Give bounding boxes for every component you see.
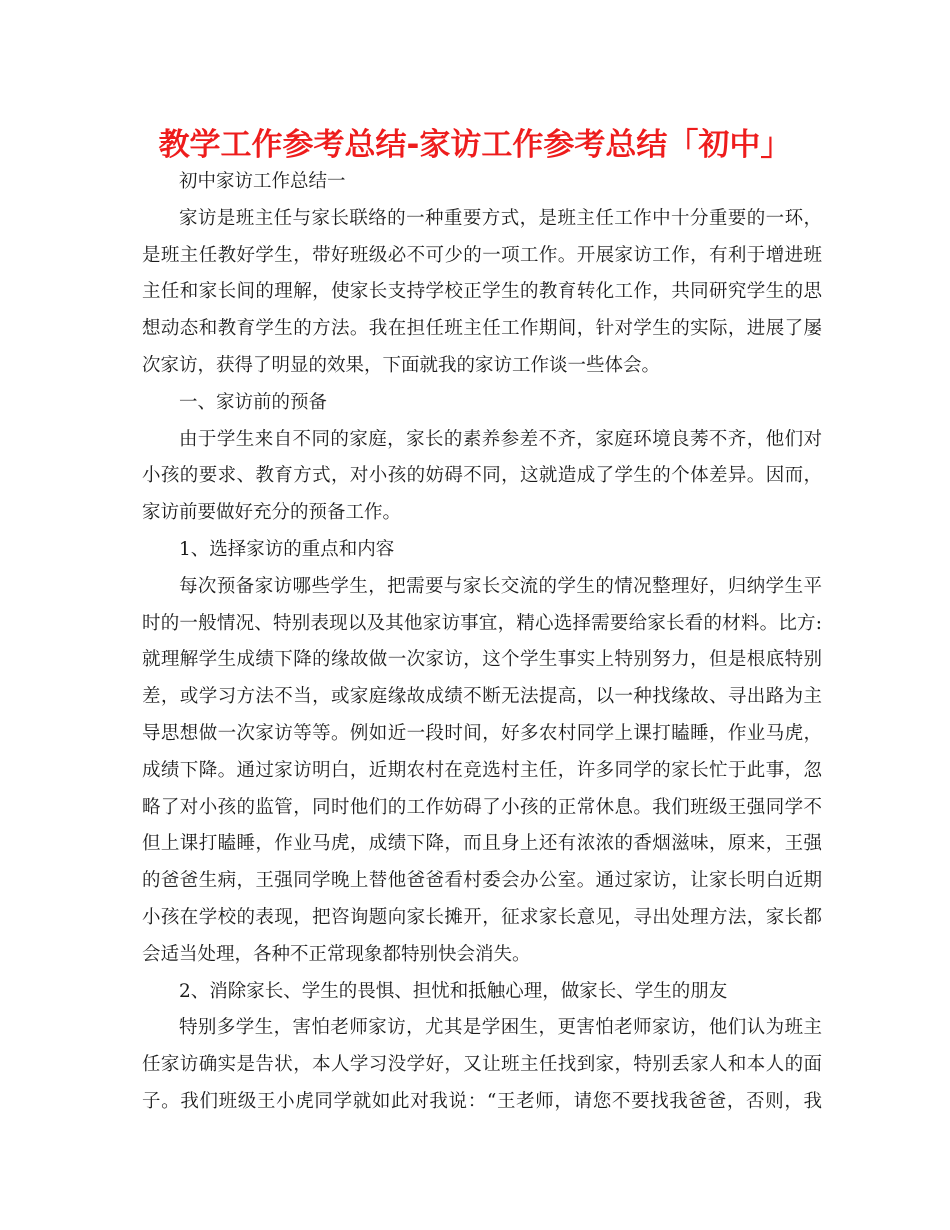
text-line: 家访前要做好充分的预备工作。 (142, 502, 402, 524)
text-line: 次家访，获得了明显的效果，下面就我的家访工作谈一些体会。 (142, 354, 661, 376)
text-line: 但上课打瞌睡，作业马虎，成绩下降，而且身上还有浓浓的香烟滋味，原来，王强 (142, 833, 822, 855)
text-line: 就理解学生成绩下降的缘故做一次家访，这个学生事实上特别努力，但是根底特别 (142, 649, 822, 671)
text-line: 1、选择家访的重点和内容 (179, 538, 395, 560)
text-line: 成绩下降。通过家访明白，近期农村在竞选村主任，许多同学的家长忙于此事，忽 (142, 759, 822, 781)
text-line: 初中家访工作总结一 (179, 171, 346, 192)
document-body (142, 164, 822, 1121)
text-line: 2、消除家长、学生的畏惧、担忧和抵触心理，做家长、学生的朋友 (179, 980, 728, 1002)
text-line: 会适当处理，各种不正常现象都特别快会消失。 (142, 943, 531, 965)
text-line: 家访是班主任与家长联络的一种重要方式，是班主任工作中十分重要的一环， (179, 207, 822, 229)
text-line: 小孩的要求、教育方式，对小孩的妨碍不同，这就造成了学生的个体差异。因而， (142, 465, 822, 487)
text-line: 是班主任教好学生，带好班级必不可少的一项工作。开展家访工作，有利于增进班 (142, 244, 822, 266)
text-line: 任家访确实是告状，本人学习没学好，又让班主任找到家，特别丢家人和本人的面 (142, 1054, 822, 1076)
text-line: 子。我们班级王小虎同学就如此对我说：“王老师，请您不要找我爸爸，否则，我 (142, 1090, 822, 1112)
text-line: 由于学生来自不同的家庭，家长的素养参差不齐，家庭环境良莠不齐，他们对 (179, 428, 822, 450)
text-line: 每次预备家访哪些学生，把需要与家长交流的学生的情况整理好，归纳学生平 (179, 575, 822, 597)
document-title: 教学工作参考总结-家访工作参考总结「初中」 (158, 127, 792, 163)
text-line: 差，或学习方法不当，或家庭缘故成绩不断无法提高，以一种找缘故、寻出路为主 (142, 686, 822, 708)
text-line: 导思想做一次家访等等。例如近一段时间，好多农村同学上课打瞌睡，作业马虎， (142, 722, 822, 744)
text-line: 想动态和教育学生的方法。我在担任班主任工作期间，针对学生的实际，进展了屡 (142, 318, 822, 340)
text-line: 略了对小孩的监管，同时他们的工作妨碍了小孩的正常休息。我们班级王强同学不 (142, 796, 822, 818)
text-line: 小孩在学校的表现，把咨询题向家长摊开，征求家长意见，寻出处理方法，家长都 (142, 906, 822, 928)
text-line: 特别多学生，害怕老师家访，尤其是学困生，更害怕老师家访，他们认为班主 (179, 1017, 822, 1039)
text-line: 的爸爸生病，王强同学晚上替他爸爸看村委会办公室。通过家访，让家长明白近期 (142, 870, 822, 892)
text-line: 时的一般情况、特别表现以及其他家访事宜，精心选择需要给家长看的材料。比方: (142, 612, 822, 634)
text-line: 主任和家长间的理解，使家长支持学校正学生的教育转化工作，共同研究学生的思 (142, 281, 822, 303)
text-line: 一、家访前的预备 (179, 391, 328, 413)
